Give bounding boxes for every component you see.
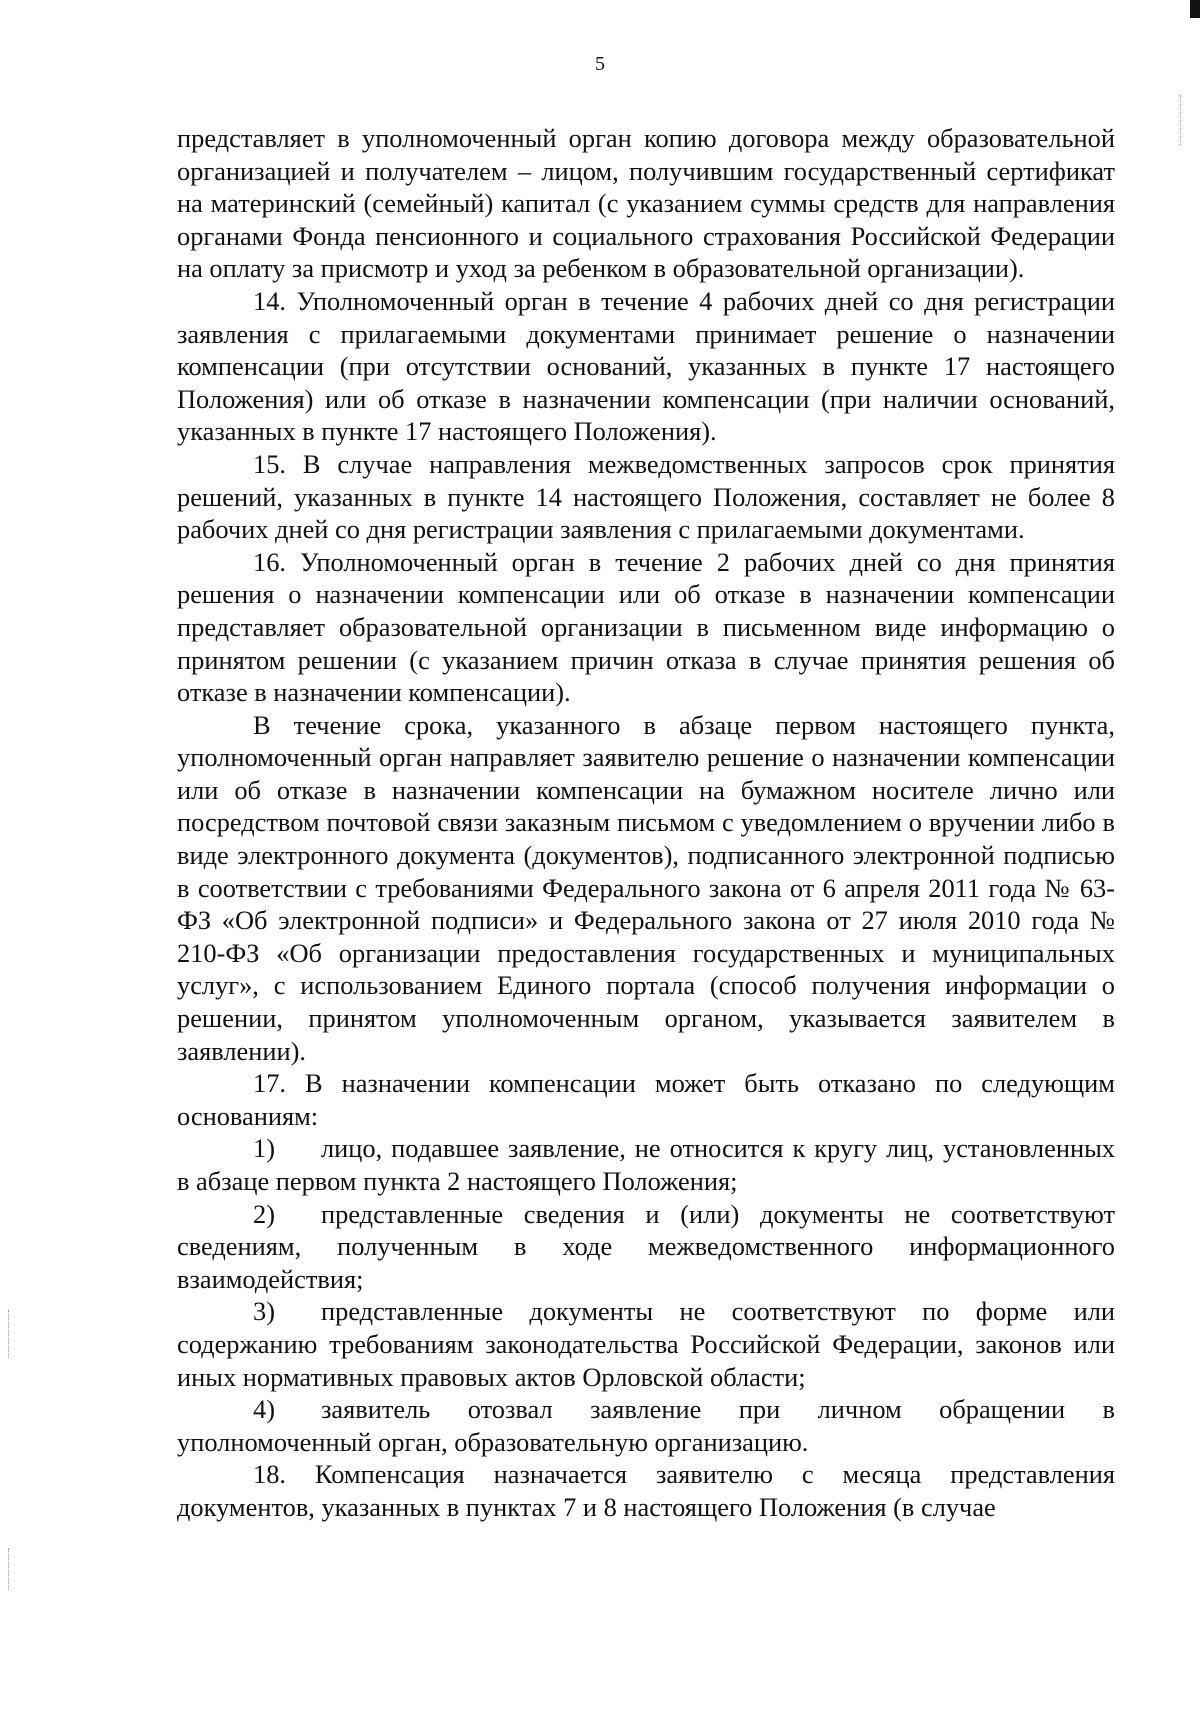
list-item-number: 4) <box>253 1394 275 1425</box>
paragraph-17: 17. В назначении компенсации может быть отказано по следующим основаниям: <box>177 1068 1115 1131</box>
page-number: 5 <box>595 53 605 75</box>
list-item <box>177 1393 1115 1458</box>
list-item-text: представленные сведения и (или) документы не соответствуют сведениям, полученным в ходе межведомственного информационного взаимодействия; <box>177 1198 1115 1294</box>
list-item <box>177 1198 1115 1296</box>
paragraph-continuation: представляет в уполномоченный орган копию договора между образовательной организацией и получателем – лицом, получившим государственный сертификат на материнский (семейный) капитал (с указанием суммы средств для направления органами Фонда пенсионного и социального страхования Российской Федерации на оплату за присмотр и уход за ребенком в образовательной организации). <box>177 123 1115 284</box>
list-item-number: 2) <box>253 1198 275 1229</box>
paragraph-16-second: В течение срока, указанного в абзаце первом настоящего пункта, уполномоченный орган направляет заявителю решение о назначении компенсации или об отказе в назначении компенсации на бумажном носителе лично или посредством почтовой связи заказным письмом с уведомлением о вручении либо в виде электронного документа (документов), подписанного электронной подписью в соответствии с требованиями Федерального закона от 6 апреля 2011 года № 63-ФЗ «Об электронной подписи» и Федерального закона от 27 июля 2010 года № 210-ФЗ «Об организации предоставления государственных и муниципальных услуг», с использованием Единого портала (способ получения информации о решении, принятом уполномоченным органом, указывается заявителем в заявлении). <box>177 709 1115 1066</box>
paragraph-14: 14. Уполномоченный орган в течение 4 рабочих дней со дня регистрации заявления с прилагаемыми документами принимает решение о назначении компенсации (при отсутствии оснований, указанных в пункте 17 настоящего Положения) или об отказе в назначении компенсации (при наличии оснований, указанных в пункте 17 настоящего Положения). <box>177 285 1115 447</box>
scan-artifact-left-top <box>8 1310 11 1358</box>
list-item-number: 1) <box>253 1133 275 1164</box>
list-item-text: заявитель отозвал заявление при личном обращении в уполномоченный орган, образовательную организацию. <box>177 1394 1115 1457</box>
paragraph-16: 16. Уполномоченный орган в течение 2 рабочих дней со дня принятия решения о назначении компенсации или об отказе в назначении компенсации представляет образовательной организации в письменном виде информацию о принятом решении (с указанием причин отказа в случае принятия решения об отказе в назначении компенсации). <box>177 546 1115 708</box>
list-item-text: лицо, подавшее заявление, не относится к кругу лиц, установленных в абзаце первом пункта 2 настоящего Положения; <box>177 1133 1115 1196</box>
list-item-number: 3) <box>253 1296 275 1327</box>
scan-corner-mark <box>1190 0 1200 18</box>
paragraph-15: 15. В случае направления межведомственных запросов срок принятия решений, указанных в пункте 14 настоящего Положения, составляет не более 8 рабочих дней со дня регистрации заявления с прилагаемыми документами. <box>177 448 1115 545</box>
scan-artifact-left-bottom <box>8 1548 11 1590</box>
list-item <box>177 1295 1115 1393</box>
scan-artifact-right <box>1180 95 1183 145</box>
list-item <box>177 1132 1115 1197</box>
document-body <box>177 122 1115 1524</box>
list-item-text: представленные документы не соответствуют по форме или содержанию требованиям законодательства Российской Федерации, законов или иных нормативных правовых актов Орловской области; <box>177 1296 1115 1392</box>
paragraph-18: 18. Компенсация назначается заявителю с месяца представления документов, указанных в пунктах 7 и 8 настоящего Положения (в случае <box>177 1459 1115 1522</box>
